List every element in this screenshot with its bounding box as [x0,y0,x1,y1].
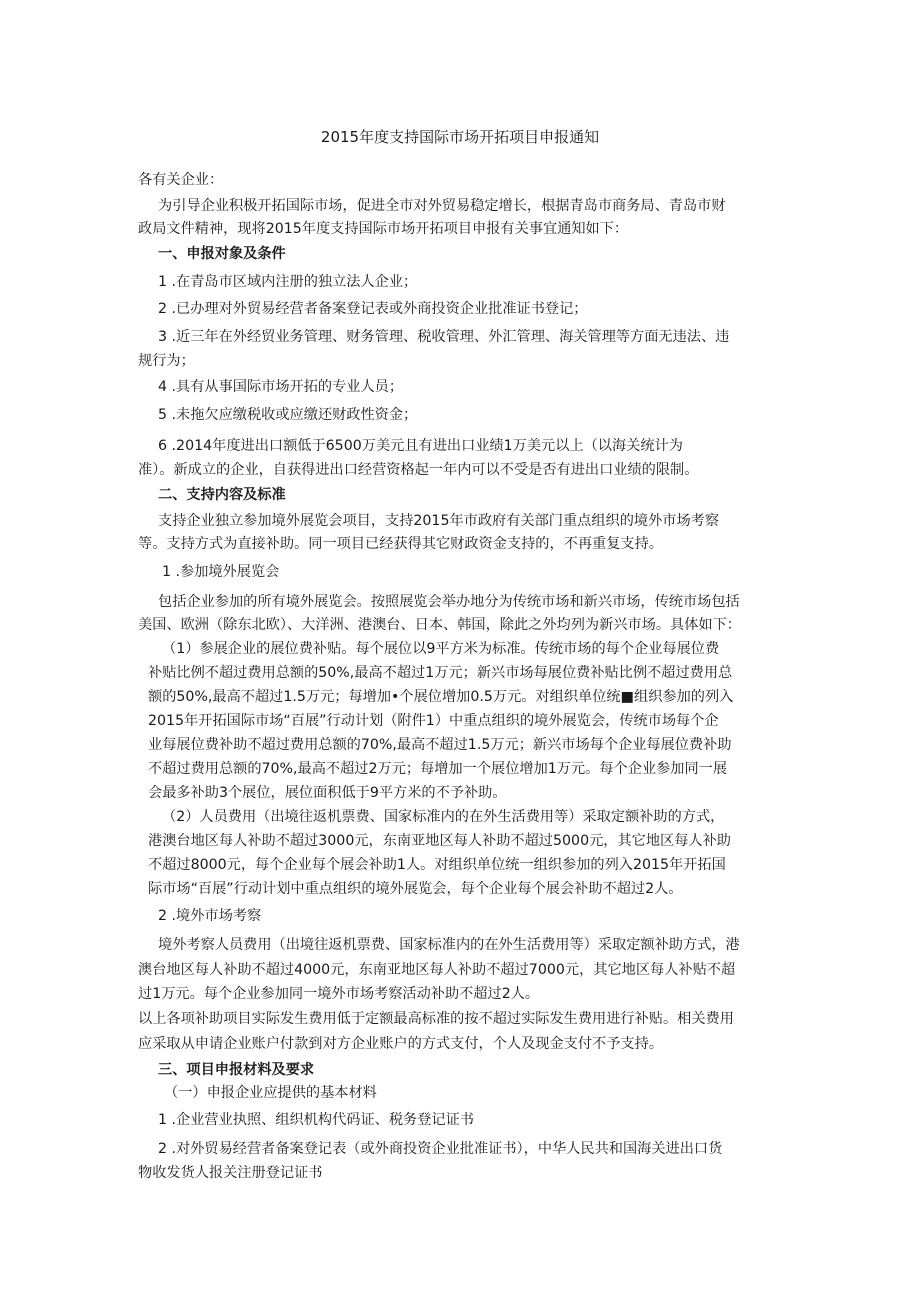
condition-item: 3 .近三年在外经贸业务管理、财务管理、税收管理、外汇管理、海关管理等方面无违法、违 [158,329,730,345]
exhibition-text: （1）参展企业的展位费补贴。每个展位以9平方米为标准。传统市场的每个企业每展位费 [162,641,720,657]
intro-line: 为引导企业积极开拓国际市场，促进全市对外贸易稳定增长，根据青岛市商务局、青岛市财 [158,198,726,214]
section1-heading: 一、申报对象及条件 [158,246,286,262]
condition-item: 6 .2014年度进出口额低于6500万美元且有进出口业绩1万美元以上（以海关统计为 [158,438,683,454]
exhibition-text: 2015年开拓国际市场“百展”行动计划（附件1）中重点组织的境外展览会，传统市场每个企 [148,713,719,729]
condition-item: 4 .具有从事国际市场开拓的专业人员； [158,379,404,395]
section2-heading: 二、支持内容及标准 [158,487,286,503]
inspection-text: 以上各项补助项目实际发生费用低于定额最高标准的按不超过实际发生费用进行补贴。相关费用 [138,1011,734,1027]
exhibition-text: 港澳台地区每人补助不超过3000元，东南亚地区每人补助不超过5000元，其它地区每人补助 [148,833,731,849]
material-item: 1 .企业营业执照、组织机构代码证、税务登记证书 [158,1112,474,1128]
section2-intro-line: 支持企业独立参加境外展览会项目，支持2015年市政府有关部门重点组织的境外市场考察 [158,513,720,529]
exhibition-text: 美国、欧洲（除东北欧）、大洋洲、港澳台、日本、韩国，除此之外均列为新兴市场。具体如下： [138,617,741,633]
inspection-text: 应采取从申请企业账户付款到对方企业账户的方式支付，个人及现金支付不予支持。 [138,1036,663,1052]
exhibition-text: （2）人员费用（出境往返机票费、国家标准内的在外生活费用等）采取定额补助的方式， [162,809,725,825]
intro-line: 政局文件精神，现将2015年度支持国际市场开拓项目申报有关事宜通知如下： [138,221,629,237]
section3-heading: 三、项目申报材料及要求 [158,1062,315,1078]
section2-intro-line: 等。支持方式为直接补助。同一项目已经获得其它财政资金支持的，不再重复支持。 [138,536,663,552]
inspection-text: 境外考察人员费用（出境往返机票费、国家标准内的在外生活费用等）采取定额补助方式，港 [158,937,740,953]
subsection-title: 1 .参加境外展览会 [162,564,280,580]
condition-item: 2 .已办理对外贸易经营者备案登记表或外商投资企业批准证书登记； [158,301,588,317]
document-title: 2015年度支持国际市场开拓项目申报通知 [320,128,600,146]
exhibition-text: 业每展位费补助不超过费用总额的70%,最高不超过1.5万元；新兴市场每个企业每展位费补助 [148,737,732,753]
exhibition-text: 额的50%,最高不超过1.5万元；每增加•个展位增加0.5万元。对组织单位统■组织参加的列入 [148,689,734,705]
exhibition-text: 包括企业参加的所有境外展览会。按照展览会举办地分为传统市场和新兴市场，传统市场包括 [158,594,740,610]
exhibition-text: 补贴比例不超过费用总额的50%,最高不超过1万元；新兴市场每展位费补贴比例不超过费用总 [148,665,733,681]
material-item-continued: 物收发货人报关注册登记证书 [138,1165,323,1181]
subsection-title: 2 .境外市场考察 [158,908,262,924]
exhibition-text: 际市场“百展”行动计划中重点组织的境外展览会，每个企业每个展会补助不超过2人。 [148,881,683,897]
exhibition-text: 会最多补助3个展位，展位面积低于9平方米的不予补助。 [148,785,507,801]
subsection-title: （一）申报企业应提供的基本材料 [164,1085,377,1101]
exhibition-text: 不超过费用总额的70%,最高不超过2万元；每增加一个展位增加1万元。每个企业参加同一展 [148,761,728,777]
condition-item-continued: 准）。新成立的企业，自获得进出口经营资格起一年内可以不受是否有进出口业绩的限制。 [138,462,699,478]
inspection-text: 澳台地区每人补助不超过4000元，东南亚地区每人补助不超过7000元，其它地区每人补贴不超 [138,962,736,978]
condition-item-continued: 规行为； [138,353,195,369]
condition-item: 5 .未拖欠应缴税收或应缴还财政性资金； [158,407,418,423]
inspection-text: 过1万元。每个企业参加同一境外市场考察活动补助不超过2人。 [138,986,540,1002]
condition-item: 1 .在青岛市区域内注册的独立法人企业； [158,274,418,290]
material-item: 2 .对外贸易经营者备案登记表（或外商投资企业批准证书），中华人民共和国海关进出口货 [158,1141,723,1157]
exhibition-text: 不超过8000元，每个企业每个展会补助1人。对组织单位统一组织参加的列入2015年开拓国 [148,857,726,873]
salutation: 各有关企业： [138,172,224,188]
